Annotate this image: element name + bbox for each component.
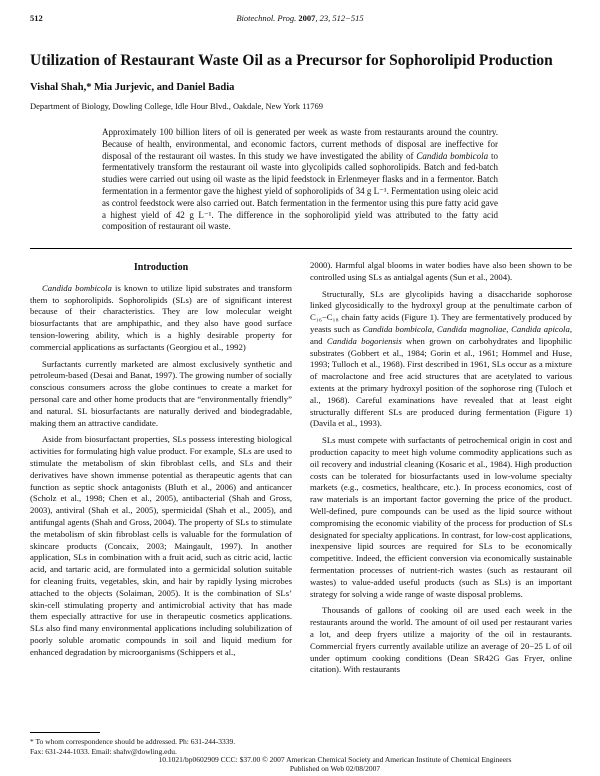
author-list: Vishal Shah,* Mia Jurjevic, and Daniel Badia (30, 82, 235, 93)
journal-year: 2007 (298, 13, 316, 23)
intro-paragraph-3-continued: 2000). Harmful algal blooms in water bodies have also been shown to be controlled using SLs as antialgal agents (Sun et al., 2004). (310, 260, 572, 282)
intro-paragraph-1 (30, 283, 292, 354)
intro-paragraph-4 (310, 289, 572, 431)
footnote-line-2: Fax: 631-244-1033. Email: shahv@dowling.edu. (30, 746, 177, 756)
journal-volume-pages: , 23, 512−515 (315, 13, 364, 23)
intro-paragraph-2: Surfactants currently marketed are almost exclusively synthetic and petroleum-based (Desai and Banat, 1997). The growing number of socially conscious consumers across the globe continues to create a market for personal care and other home products that are “environmentally friendly” and natural. SL biosurfactants are naturally derived and biodegradable, making them an attractive candidate. (30, 358, 292, 428)
running-header (30, 13, 570, 25)
footer-published-date: Published on Web 02/08/2007 (289, 764, 381, 773)
species-1: Candida bombicola (362, 323, 432, 334)
abstract (102, 127, 498, 233)
species-3: Candida apicola (511, 323, 570, 334)
intro-organism: Candida bombicola (42, 282, 112, 293)
intro-paragraph-6: Thousands of gallons of cooking oil are used each week in the restaurants around the world. The amount of oil used per restaurant varies a lot, and deep fryers utilize a majority of the oil in restaurants. Commercial fryers currently available utilize an average of 20−25 L of oil under optimum cooking conditions (Dean SR42G Gas Fryer, online citation). With restaurants (310, 605, 572, 675)
footnote-line-1: * To whom correspondence should be addressed. Ph: 631-244-3339. (30, 737, 236, 746)
page-footer (100, 755, 570, 773)
intro-paragraph-5: SLs must compete with surfactants of petrochemical origin in cost and production capacity to meet high volume commodity applications such as oil recovery and industrial cleaning (Kosaric et al., 1984). High production costs can be tolerated for biosurfactants used in low-volume specialty markets (e.g., cosmetics, healthcare, etc.). In process economics, cost of raw materials is an important factor governing the price of the product. Well-defined, pure compounds can be used as the lipid source without compromising the economic viability of the process for production of SLs designated for specialty applications. In contrast, for low-cost applications, inexpensive lipid sources are required for SLs to be economically competitive. Indeed, the efficient conversion via economically sustainable fermentation processes of nutrient-rich wastes (such as restaurant oil wastes) to value-added useful products (such as SLs) is an important strategy for solving a wide range of waste disposal problems. (310, 435, 572, 599)
intro-paragraph-1-text: is known to utilize lipid substrates and transform them to sophorolipids. Sophorolipids (SLs) are of significant interest because of their characteristics. They are low molecular weight biosurfactants that are amphipathic, and they also have good surface tension-lowering ability, which is a highly desirable property for commercial applications as surfactants (Georgiou et al., 1992) (30, 282, 292, 352)
correspondence-footnote (30, 737, 292, 756)
abstract-text-2: to fermentatively transform the restaurant oil waste into glycolipids called sophorolipids. Batch and fed-batch studies were carried out using oil waste as the lipid feedstock in Erlenmeyer flasks and in a fermentor. Batch fermentation in a fermentor gave the highest yield of sophorolipids of 34 g L⁻¹. Fermentation using oleic acid as control feedstock were also carried out. Batch fermentation in the fermentor using this pure fatty acid gave a highest yield of 42 g L⁻¹. The difference in the sophorolipid yield was attributed to the fatty acid composition of restaurant oil waste. (102, 150, 498, 232)
intro-paragraph-4-text-b: , (431, 323, 437, 334)
affiliation: Department of Biology, Dowling College, Idle Hour Blvd., Oakdale, New York 11769 (30, 101, 324, 111)
species-2: Candida magnoliae (436, 323, 507, 334)
article-title: Utilization of Restaurant Waste Oil as a Precursor for Sophorolipid Production (30, 52, 553, 69)
left-column (30, 260, 292, 659)
intro-paragraph-4-text-a: Structurally, SLs are glycolipids having a disaccharide sophorose linked glycosidically to the hydroxyl group at the penultimate carbon of C₁₆−C₁₈ chain fatty acids (Figure 1). They are fermentatively produced by yeasts such as (310, 288, 572, 334)
journal-name: Biotechnol. Prog. (236, 13, 297, 23)
intro-paragraph-4-text-d: , and (310, 323, 572, 346)
abstract-divider (30, 248, 572, 249)
footer-doi-copyright: 10.1021/bp0602909 CCC: $37.00 © 2007 American Chemical Society and American Institute of Chemical Engineers (158, 755, 512, 764)
abstract-organism: Candida bombicola (416, 150, 489, 161)
intro-paragraph-4-text-c: , (506, 323, 512, 334)
intro-paragraph-4-text-e: when grown on carbohydrates and lipophilic substrates (Gobbert et al., 1984; Gorin et al., 1961; Hommel and Huse, 1993; Tulloch et al., 1968). First described in 1961, SLs occur as a mixture of macrolactone and free acid structures that are acetylated to various extents at the primary hydroxyl position of the sophorose ring (Tuloch et al., 1968). Careful examinations have revealed that at least eight structurally different SLs are produced during fermentation (Figure 1) (Davila et al., 1993). (310, 335, 572, 429)
journal-citation (30, 13, 570, 23)
page-number: 512 (30, 13, 43, 23)
species-4: Candida bogoriensis (326, 335, 402, 346)
abstract-text-1: Approximately 100 billion liters of oil is generated per week as waste from restaurants around the country. Because of health, environmental, and economic factors, current methods of disposal are ineffective for disposal of the restaurant oil wastes. In this study we have investigated the ability of (102, 127, 498, 161)
section-heading-introduction: Introduction (133, 262, 189, 273)
right-column (310, 260, 572, 676)
footnote-divider (30, 732, 100, 733)
intro-paragraph-3: Aside from biosurfactant properties, SLs possess interesting biological activities for formulating high value product. For example, SLs are used to stimulate the metabolism of skin fibroblast cells, and SLs and their derivatives have shown immense potential as therapeutic agents that can function as septic shock antagonists (Bluth et al., 2006) and anticancer (Scholz et al., 1998; Chen et al., 2005), antibacterial (Shah and Gross, 2003), antiviral (Shah et al., 2005), spermicidal (Shah et al., 2005), and antifungal agents (Shah and Gross, 2004). The property of SLs to stimulate the metabolism of skin fibroblast cells is valuable for the formulation of skincare products (Concaix, 2003; Maingault, 1997). In another application, SLs in combination with a fruit acid, such as citric acid, lactic acid, and tartaric acid, are formulated into a germicidal solution suitable for cleaning fruits, vegetables, skin, and hair by rapidly lysing microbes attached to the objects (Solaiman, 2005). It is the combination of SLs’ skin-cell stimulating property and antimicrobial activity that has made them especially attractive for use in therapeutic cosmetics applications. SLs also find many environmental applications including solubilization of poorly soluble aromatic compounds in soil and liquid medium for enhanced degradation by microorganisms (Schippers et al., (30, 434, 292, 657)
